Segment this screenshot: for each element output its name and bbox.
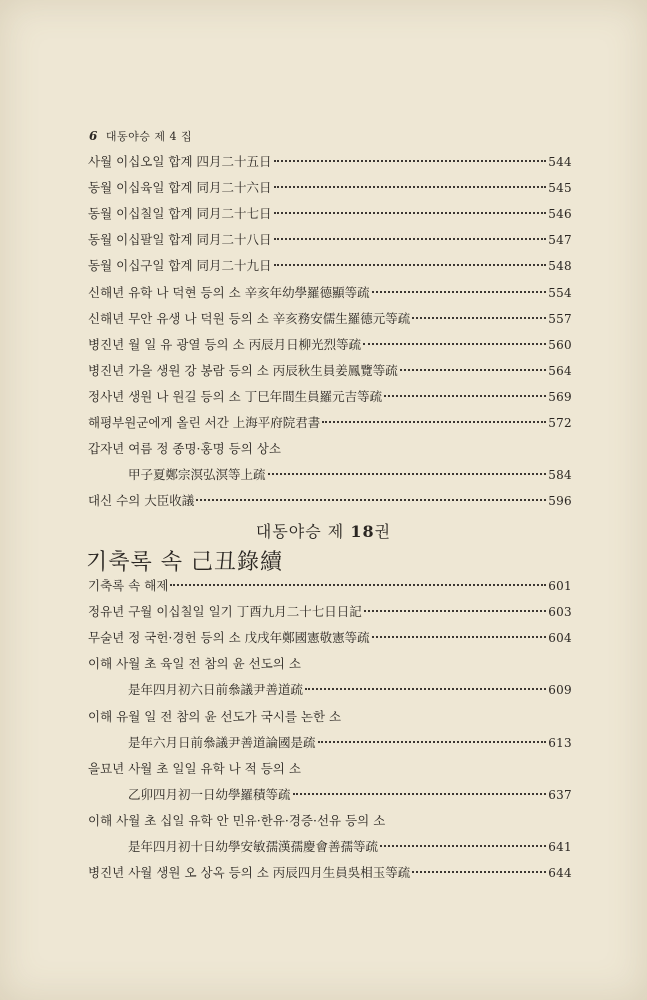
dot-leader xyxy=(170,583,546,586)
toc-entry-page: 548 xyxy=(548,259,572,274)
dot-leader xyxy=(196,498,546,501)
section-heading-suffix: 권 xyxy=(374,522,392,541)
toc-entry-label: 병진년 사월 생원 오 상옥 등의 소 丙辰四月生員吳相玉等疏 xyxy=(88,865,411,881)
toc-entry xyxy=(88,309,572,329)
toc-entry-page: 603 xyxy=(548,605,572,620)
toc-entry-page: 601 xyxy=(548,579,572,593)
toc-entry-label: 是年六月日前叅議尹善道論國是疏 xyxy=(128,734,316,750)
toc-entry xyxy=(88,576,572,596)
toc-entry xyxy=(88,204,572,224)
toc-entry-page: 584 xyxy=(548,468,572,483)
toc-entry-page: 544 xyxy=(548,155,572,169)
toc-entry-label: 이해 유월 일 전 참의 윤 선도가 국시를 논한 소 xyxy=(88,708,342,724)
running-title: 대동야승 제 4 집 xyxy=(105,130,193,143)
toc-entry-page: 547 xyxy=(548,233,572,248)
toc-entry xyxy=(88,602,572,622)
toc-entry-page: 604 xyxy=(548,631,572,646)
toc-entry xyxy=(88,759,572,779)
toc-entry-label: 신해년 유학 나 덕현 등의 소 辛亥年幼學羅德顯等疏 xyxy=(88,284,370,300)
section-heading xyxy=(0,519,647,542)
toc-entry-page: 637 xyxy=(548,787,572,802)
dot-leader xyxy=(318,740,547,743)
toc-entry xyxy=(128,733,572,753)
section-heading-prefix: 대동야승 제 xyxy=(255,522,345,541)
running-header xyxy=(89,128,192,144)
toc-entry-label: 기축록 속 해제 xyxy=(88,578,169,593)
dot-leader xyxy=(372,290,547,293)
toc-entry xyxy=(88,863,572,883)
toc-entry xyxy=(128,785,572,805)
toc-entry-label: 이해 사월 초 십일 유학 안 민유·한유·경증·선유 등의 소 xyxy=(88,812,386,828)
toc-entry-label: 사월 이십오일 합계 四月二十五日 xyxy=(88,154,272,169)
toc-entry-label: 대신 수의 大臣收議 xyxy=(88,493,195,509)
toc-entry xyxy=(88,152,572,172)
toc-entry xyxy=(88,654,572,674)
toc-entry-page: 560 xyxy=(548,337,572,352)
toc-entry xyxy=(128,837,572,857)
toc-entry-label: 해평부원군에게 올린 서간 上海平府院君書 xyxy=(88,415,321,430)
toc-entry-label: 동월 이십육일 합계 同月二十六日 xyxy=(88,180,272,196)
toc-entry-page: 596 xyxy=(548,494,572,509)
toc-entry-page: 641 xyxy=(548,840,572,854)
toc-entry-page: 545 xyxy=(548,181,572,196)
toc-entry xyxy=(128,680,572,700)
dot-leader xyxy=(274,263,547,266)
toc-entry-label: 동월 이십구일 합계 同月二十九日 xyxy=(88,258,272,274)
toc-entry-page: 572 xyxy=(548,416,572,430)
toc-entry-page: 644 xyxy=(548,866,572,881)
toc-entry xyxy=(88,178,572,198)
dot-leader xyxy=(380,844,546,847)
toc-entry-label: 무술년 정 국헌·경헌 등의 소 戊戌年鄭國憲敬憲等疏 xyxy=(88,630,370,646)
toc-entry-page: 569 xyxy=(548,389,572,404)
toc-entry xyxy=(88,707,572,727)
toc-entry xyxy=(88,387,572,407)
toc-entry-label: 동월 이십팔일 합계 同月二十八日 xyxy=(88,232,272,248)
dot-leader xyxy=(322,420,546,423)
dot-leader xyxy=(384,394,546,397)
dot-leader xyxy=(364,609,546,612)
toc-entry-label: 乙卯四月初一日幼學羅積等疏 xyxy=(128,786,291,802)
dot-leader xyxy=(412,870,546,873)
toc-entry xyxy=(88,256,572,276)
toc-entry-page: 546 xyxy=(548,207,572,222)
toc-entry xyxy=(88,361,572,381)
toc-entry-label: 신해년 무안 유생 나 덕원 등의 소 辛亥務安儒生羅德元等疏 xyxy=(88,310,411,326)
dot-leader xyxy=(363,342,546,345)
toc-entry-label: 동월 이십칠일 합계 同月二十七日 xyxy=(88,206,272,222)
toc-entry-page: 554 xyxy=(548,285,572,300)
toc-entry-label: 정유년 구월 이십칠일 일기 丁酉九月二十七日日記 xyxy=(88,604,362,620)
dot-leader xyxy=(400,368,546,371)
toc-entry xyxy=(128,465,572,485)
toc-entry xyxy=(88,335,572,355)
toc-entry-label: 을묘년 사월 초 일일 유학 나 적 등의 소 xyxy=(88,760,301,776)
dot-leader xyxy=(274,237,547,240)
toc-entry-label: 이해 사월 초 육일 전 참의 윤 선도의 소 xyxy=(88,656,301,672)
toc-entry-label: 是年四月初六日前叅議尹善道疏 xyxy=(128,682,304,698)
toc-entry-label: 병진년 월 일 유 광열 등의 소 丙辰月日柳光烈等疏 xyxy=(88,336,362,352)
toc-entry-label: 갑자년 여름 정 종명·홍명 등의 상소 xyxy=(88,441,281,457)
toc-entry xyxy=(88,491,572,511)
toc-entry-label: 是年四月初十日幼學安敏孺漢孺慶會善孺等疏 xyxy=(128,839,379,854)
dot-leader xyxy=(293,792,547,795)
page-number: 6 xyxy=(89,129,98,143)
toc-entry-page: 564 xyxy=(548,363,572,378)
toc-entry xyxy=(88,283,572,303)
toc-entry-label: 甲子夏鄭宗溟弘溟等上疏 xyxy=(128,467,266,483)
toc-entry xyxy=(88,628,572,648)
toc-entry xyxy=(88,811,572,831)
dot-leader xyxy=(268,472,547,475)
section-heading-number: 18 xyxy=(350,522,375,541)
toc-entry xyxy=(88,230,572,250)
toc-entry-page: 613 xyxy=(548,735,572,750)
toc-entry-label: 병진년 가을 생원 강 봉람 등의 소 丙辰秋生員姜鳳覽等疏 xyxy=(88,362,398,378)
toc-entry xyxy=(88,413,572,433)
dot-leader xyxy=(372,635,547,638)
dot-leader xyxy=(274,185,547,188)
toc-entry xyxy=(88,439,572,459)
dot-leader xyxy=(274,211,547,214)
dot-leader xyxy=(305,687,546,690)
toc-entry-label: 정사년 생원 나 원길 등의 소 丁巳年間生員羅元吉等疏 xyxy=(88,388,383,404)
chapter-title: 기축록 속 己丑錄續 xyxy=(86,550,283,575)
dot-leader xyxy=(274,159,547,162)
toc-entry-page: 609 xyxy=(548,683,572,698)
toc-entry-page: 557 xyxy=(548,311,572,326)
dot-leader xyxy=(412,316,546,319)
